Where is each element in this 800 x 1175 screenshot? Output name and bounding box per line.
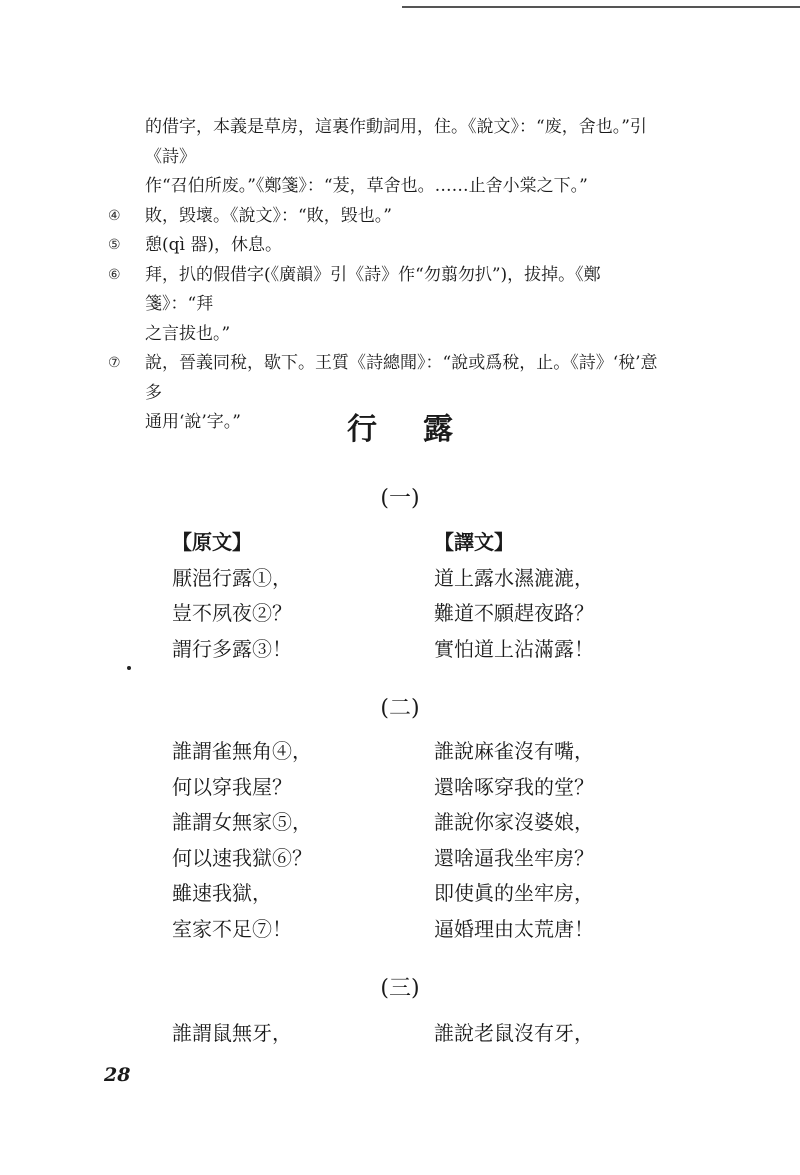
original-column-2 xyxy=(172,734,312,947)
translation-header: 【譯文】 xyxy=(434,530,514,554)
section-heading-3: (三) xyxy=(380,976,420,1001)
original-line: 誰謂雀無角④， xyxy=(172,739,312,763)
top-rule xyxy=(402,6,800,8)
note-number: ⑤ xyxy=(108,237,121,253)
footnotes xyxy=(108,113,668,438)
original-line: 謂行多露③！ xyxy=(172,636,292,661)
note-number: ⑦ xyxy=(108,355,121,371)
translation-line: 誰說老鼠沒有牙， xyxy=(434,1021,594,1045)
note-4 xyxy=(108,202,668,232)
original-column-1 xyxy=(172,525,292,667)
translation-line: 還啥逼我坐牢房？ xyxy=(434,845,594,870)
stray-dot xyxy=(127,666,131,670)
note-number: ④ xyxy=(108,207,121,224)
page-number: 28 xyxy=(104,1064,131,1086)
note-text: 通用‘說’字。” xyxy=(145,412,241,432)
original-line: 何以速我獄⑥？ xyxy=(172,845,312,870)
original-column-3 xyxy=(172,1016,292,1052)
original-line: 雖速我獄， xyxy=(172,881,272,905)
note-text: 拜，扒的假借字(《廣韻》引《詩》作“勿翦勿扒”)，拔掉。《鄭箋》：“拜 xyxy=(145,264,601,314)
note-text: 說，晉義同稅，歇下。王質《詩總聞》：“說或爲稅，止。《詩》‘稅’意多 xyxy=(145,353,658,403)
original-line: 豈不夙夜②？ xyxy=(172,601,292,625)
note-text: 憩(qì 器)，休息。 xyxy=(145,235,282,255)
note-text: 敗，毁壞。《說文》：“敗，毁也。” xyxy=(145,205,392,226)
note-5 xyxy=(108,231,668,261)
note-number: ⑥ xyxy=(108,266,121,283)
translation-line: 即使眞的坐牢房， xyxy=(434,881,594,905)
translation-column-2 xyxy=(434,734,594,947)
translation-line: 還啥啄穿我的堂？ xyxy=(434,774,594,799)
original-line: 厭浥行露①， xyxy=(172,565,292,590)
translation-line: 誰說你家沒婆娘， xyxy=(434,810,594,834)
translation-line: 逼婚理由太荒唐！ xyxy=(434,916,594,941)
note-continuation-line: 的借字，本義是草房，這裏作動詞用，住。《說文》：“废，舍也。”引《詩》 xyxy=(145,117,647,167)
original-line: 誰謂鼠無牙， xyxy=(172,1021,292,1045)
poem-title: 行露 xyxy=(347,412,499,447)
section-heading-2: (二) xyxy=(380,696,420,721)
original-line: 室家不足⑦！ xyxy=(172,916,292,941)
section-heading-1: (一) xyxy=(380,486,420,511)
translation-line: 誰說麻雀沒有嘴， xyxy=(434,739,594,763)
translation-column-1 xyxy=(434,525,594,667)
translation-line: 道上露水濕漉漉， xyxy=(434,565,594,590)
note-6 xyxy=(108,261,668,350)
note-continuation-line: 作“召伯所废。”《鄭箋》：“茇，草舍也。……止舍小棠之下。” xyxy=(145,176,588,196)
translation-line: 實怕道上沾滿露！ xyxy=(434,636,594,661)
original-header: 【原文】 xyxy=(172,530,252,554)
translation-column-3 xyxy=(434,1016,594,1052)
original-line: 何以穿我屋？ xyxy=(172,774,292,799)
note-text: 之言拔也。” xyxy=(145,323,231,344)
translation-line: 難道不願趕夜路？ xyxy=(434,601,594,625)
original-line: 誰謂女無家⑤， xyxy=(172,810,312,834)
